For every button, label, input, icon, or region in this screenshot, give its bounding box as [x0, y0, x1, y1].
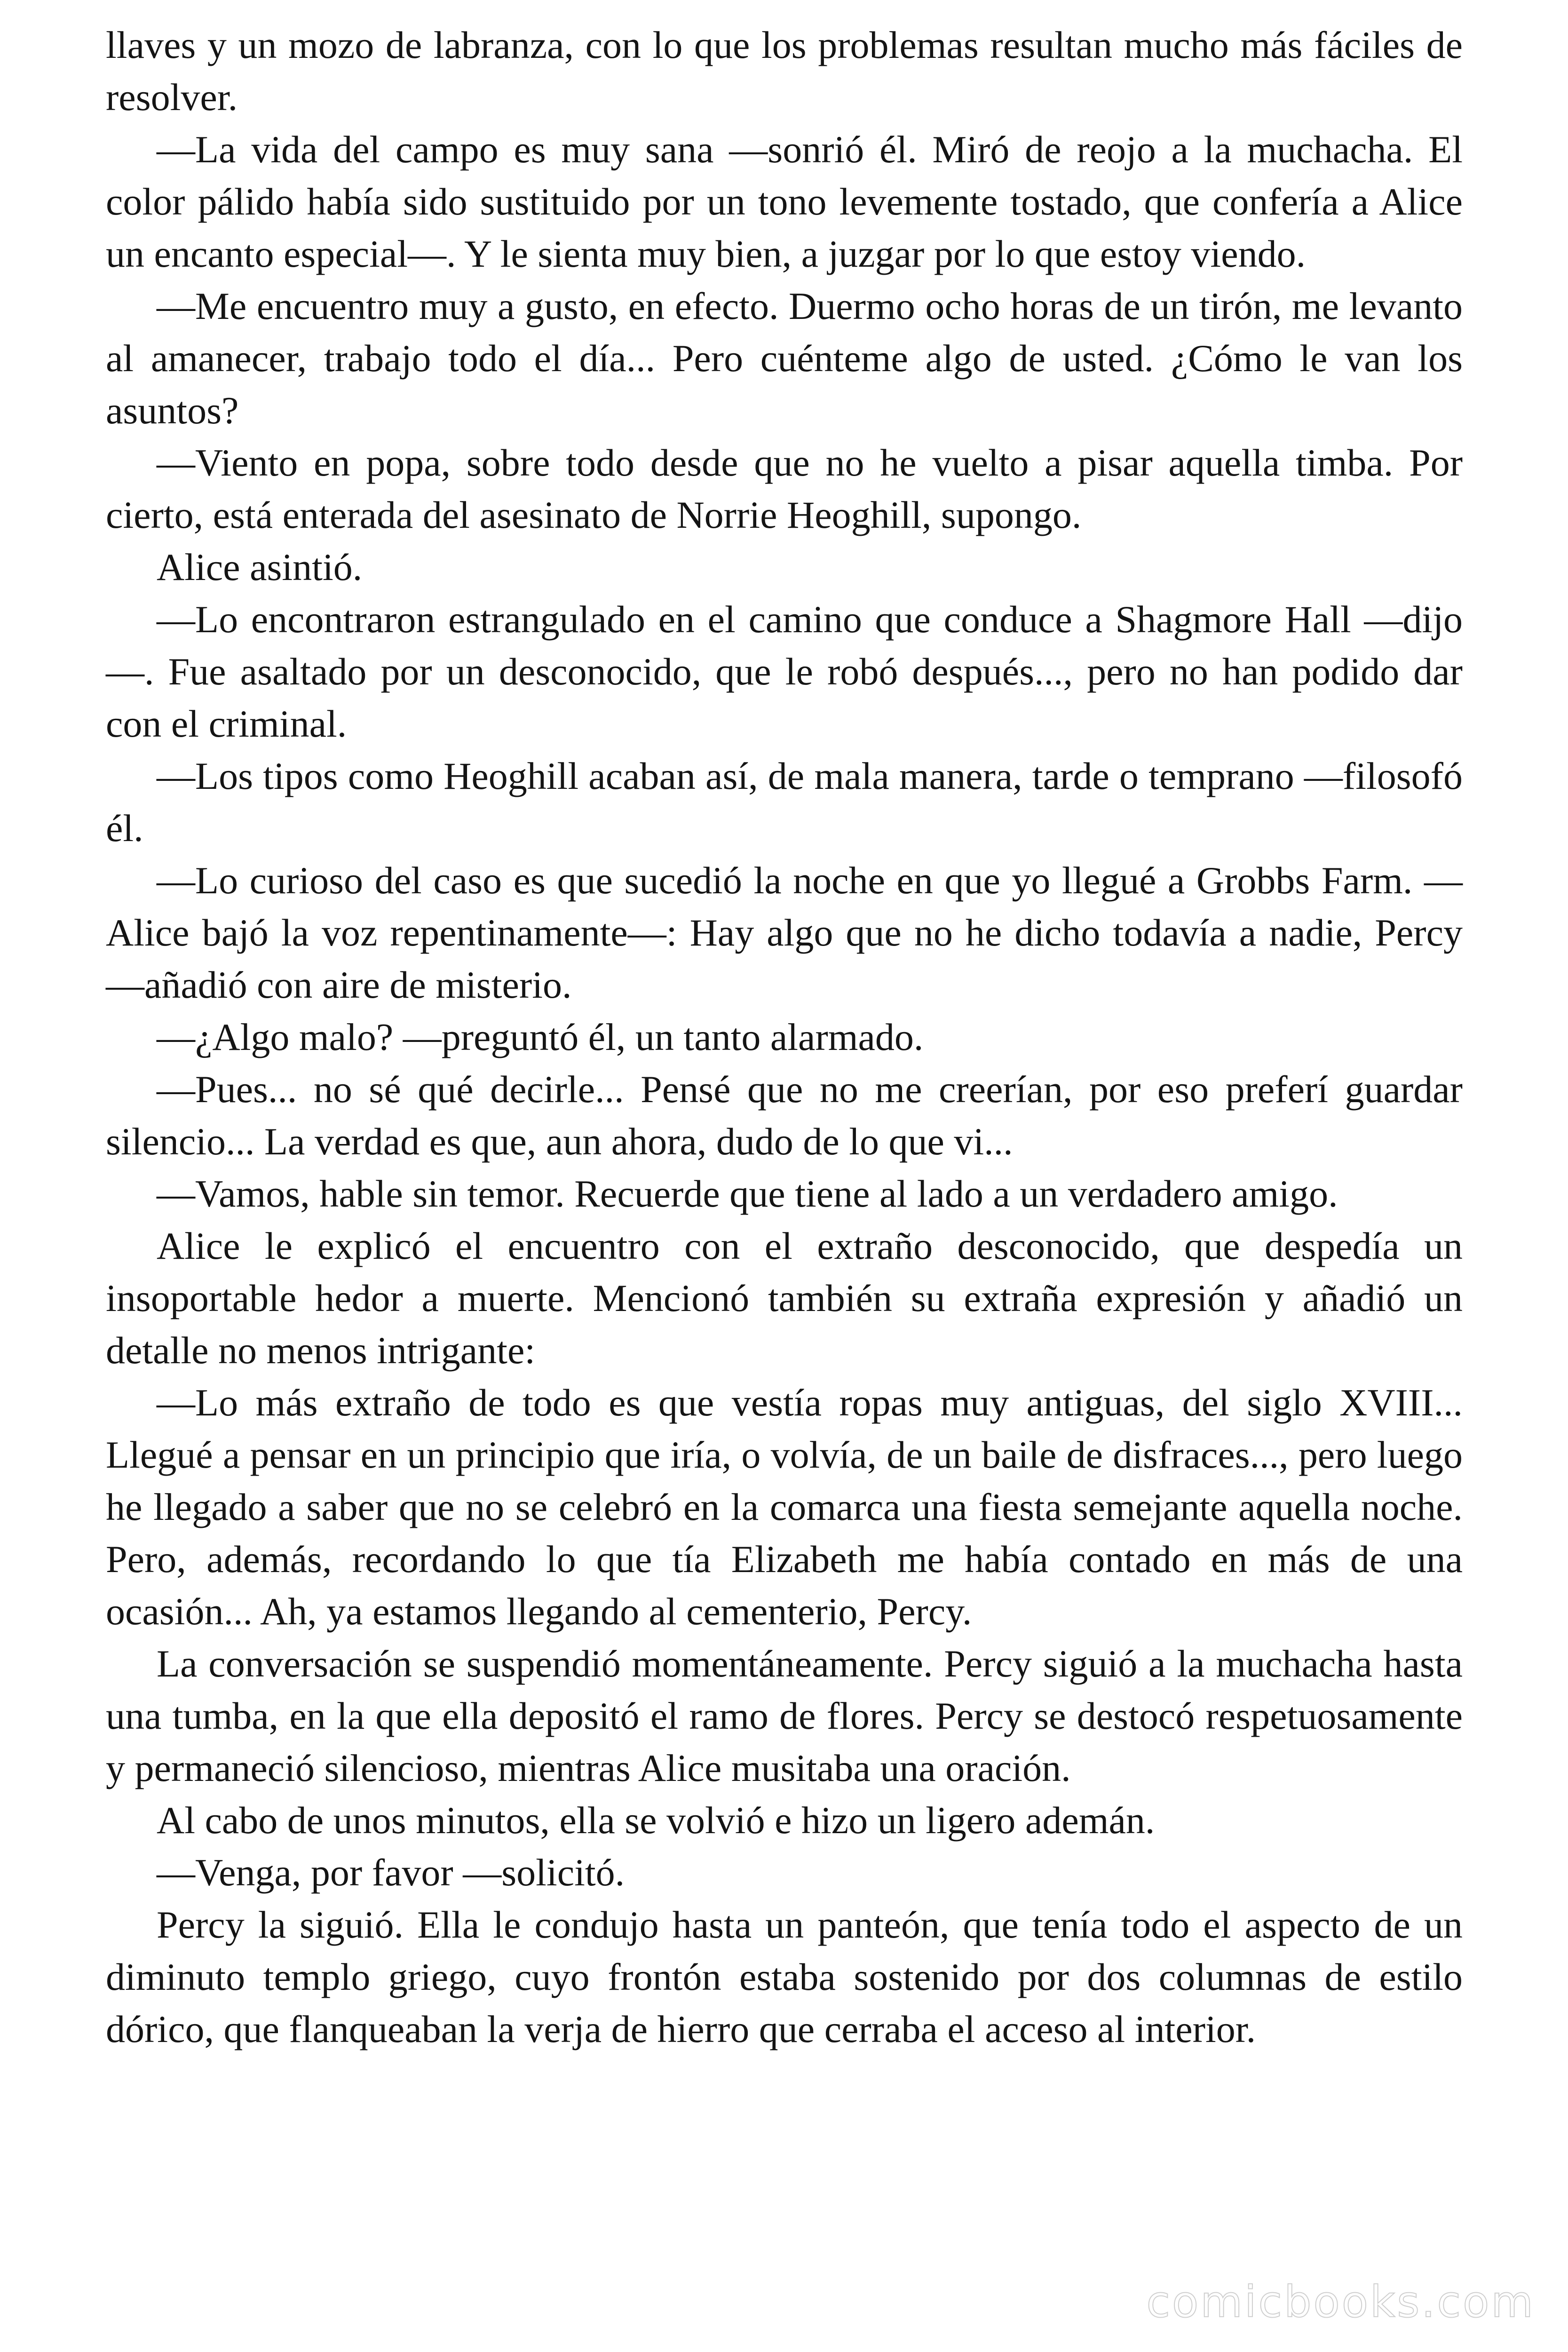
- paragraph: —Vamos, hable sin temor. Recuerde que tiene al lado a un verdadero amigo.: [157, 1172, 1338, 1215]
- paragraph: Al cabo de unos minutos, ella se volvió e hizo un ligero ademán.: [157, 1799, 1155, 1842]
- paragraph: —Los tipos como Heoghill acaban así, de mala manera, tarde o temprano —filosofó él.: [106, 755, 1463, 850]
- paragraph: Alice le explicó el encuentro con el extraño desconocido, que despedía un insoportable hedor a muerte. Mencionó también su extraña expresión y añadió un detalle no menos intrigante:: [106, 1224, 1463, 1372]
- paragraph: La conversación se suspendió momentáneamente. Percy siguió a la muchacha hasta una tumba, en la que ella depositó el ramo de flores. Percy se destocó respetuosamente y permaneció silencioso, mientras Alice musitaba una oración.: [106, 1642, 1463, 1789]
- paragraph: —Lo encontraron estrangulado en el camino que conduce a Shagmore Hall —dijo—. Fue asaltado por un desconocido, que le robó después..., pero no han podido dar con el criminal.: [106, 598, 1463, 745]
- paragraph: Percy la siguió. Ella le condujo hasta un panteón, que tenía todo el aspecto de un diminuto templo griego, cuyo frontón estaba sostenido por dos columnas de estilo dórico, que flanqueaban la verja de hierro que cerraba el acceso al interior.: [106, 1903, 1463, 2050]
- watermark: comicbooks.com: [1146, 2277, 1535, 2327]
- paragraph: —Venga, por favor —solicitó.: [157, 1851, 625, 1894]
- paragraph: llaves y un mozo de labranza, con lo que los problemas resultan mucho más fáciles de resolver.: [106, 24, 1463, 119]
- body-text: [106, 19, 1463, 2055]
- paragraph: —Pues... no sé qué decirle... Pensé que no me creerían, por eso preferí guardar silencio... La verdad es que, aun ahora, dudo de lo que vi...: [106, 1068, 1463, 1163]
- paragraph: —Lo más extraño de todo es que vestía ropas muy antiguas, del siglo XVIII... Llegué a pensar en un principio que iría, o volvía, de un baile de disfraces..., pero luego he llegado a saber que no se celebró en la comarca una fiesta semejante aquella noche. Pero, además, recordando lo que tía Elizabeth me había contado en más de una ocasión... Ah, ya estamos llegando al cementerio, Percy.: [106, 1381, 1463, 1633]
- paragraph: —¿Algo malo? —preguntó él, un tanto alarmado.: [157, 1016, 924, 1058]
- paragraph: Alice asintió.: [157, 546, 363, 588]
- paragraph: —La vida del campo es muy sana —sonrió él. Miró de reojo a la muchacha. El color pálido había sido sustituido por un tono levemente tostado, que confería a Alice un encanto especial—. Y le sienta muy bien, a juzgar por lo que estoy viendo.: [106, 128, 1463, 275]
- paragraph: —Lo curioso del caso es que sucedió la noche en que yo llegué a Grobbs Farm. —Alice bajó la voz repentinamente—: Hay algo que no he dicho todavía a nadie, Percy —añadió con aire de misterio.: [106, 859, 1463, 1006]
- paragraph: —Viento en popa, sobre todo desde que no he vuelto a pisar aquella timba. Por cierto, está enterada del asesinato de Norrie Heoghill, supongo.: [106, 441, 1463, 536]
- paragraph: —Me encuentro muy a gusto, en efecto. Duermo ocho horas de un tirón, me levanto al amanecer, trabajo todo el día... Pero cuénteme algo de usted. ¿Cómo le van los asuntos?: [106, 285, 1463, 432]
